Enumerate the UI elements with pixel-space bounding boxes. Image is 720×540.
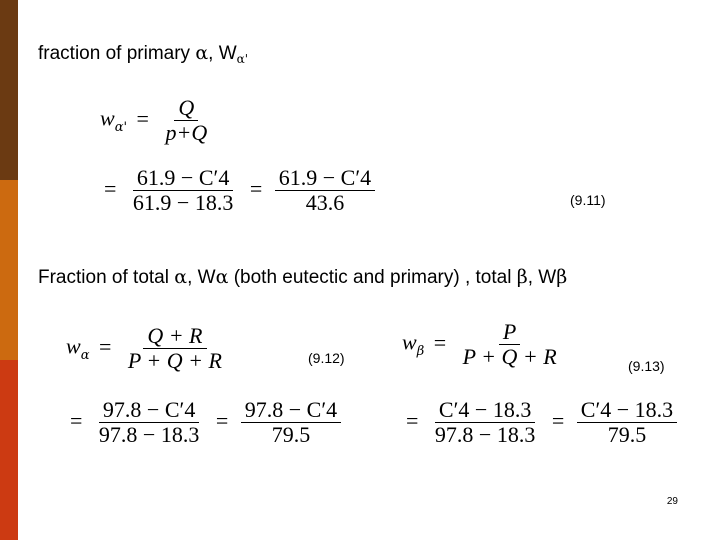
math-var: w (402, 329, 417, 355)
beta-symbol: β (516, 266, 528, 288)
heading-text: , W (187, 267, 216, 288)
heading-text: (both eutectic and primary) , total (228, 267, 517, 288)
numerator: C′4 − 18.3 (577, 398, 677, 423)
denominator: p+Q (165, 120, 208, 146)
heading-total-fraction (38, 266, 567, 289)
side-bar-bottom (0, 360, 18, 540)
fraction (241, 398, 341, 447)
denominator: P + Q + R (127, 348, 222, 374)
equation-9-13-line-2: = $\frac{C'4 - 18.3}{97.8 - 18.3}$ = $\frac{C'4 - 18.3}{79.5}$ (402, 398, 680, 447)
heading-text: fraction of primary (38, 43, 196, 64)
equation-9-11-line-2: = $\frac{61.9 - C'4}{61.9 - 18.3}$ = $\frac{61.9 - C'4}{43.6}$ (100, 166, 378, 215)
equation-9-13-line-1: $w_\beta$ = $\frac{P}{P + Q + R}$ (402, 320, 564, 369)
page-number: 29 (666, 496, 678, 507)
denominator: 43.6 (305, 190, 345, 216)
denominator: 79.5 (271, 422, 311, 448)
denominator: P + Q + R (462, 344, 557, 370)
math-var: w (66, 333, 81, 359)
fraction (577, 398, 677, 447)
numerator: 61.9 − C′4 (275, 166, 375, 191)
equation-9-12-line-2: = $\frac{97.8 - C'4}{97.8 - 18.3}$ = $\frac{97.8 - C'4}{79.5}$ (66, 398, 344, 447)
equation-9-11-line-1: $w_{\alpha'}$ = $\frac{Q}{p+Q}$ (100, 96, 214, 145)
equation-number-9-12: (9.12) (308, 350, 345, 366)
heading-primary-fraction (38, 42, 248, 65)
fraction (275, 166, 375, 215)
heading-text: , W (208, 43, 237, 64)
numerator: C′4 − 18.3 (435, 398, 535, 423)
numerator: 97.8 − C′4 (99, 398, 199, 423)
fraction (431, 398, 539, 447)
denominator: 97.8 − 18.3 (434, 422, 536, 448)
side-bar-middle (0, 180, 18, 360)
alpha-symbol: α (174, 266, 188, 288)
fraction (95, 398, 203, 447)
equation-number-9-13: (9.13) (628, 358, 665, 374)
heading-text: Fraction of total (38, 267, 175, 288)
numerator: Q (174, 96, 198, 121)
equation-number-9-11: (9.11) (570, 192, 606, 208)
numerator: 61.9 − C′4 (133, 166, 233, 191)
side-bar-top (0, 0, 18, 180)
numerator: P (499, 320, 520, 345)
fraction (124, 324, 226, 373)
math-subscript: β (416, 343, 425, 359)
heading-text: , W (527, 267, 557, 288)
numerator: Q + R (143, 324, 206, 349)
alpha-symbol: α (195, 42, 209, 64)
fraction (459, 320, 561, 369)
beta-symbol: β (556, 266, 568, 288)
math-subscript: α' (114, 119, 128, 135)
math-subscript: α (80, 347, 90, 363)
denominator: 61.9 − 18.3 (132, 190, 234, 216)
denominator: 79.5 (607, 422, 647, 448)
subscript: α' (236, 52, 249, 66)
fraction (161, 96, 211, 145)
math-var: w (100, 105, 115, 131)
numerator: 97.8 − C′4 (241, 398, 341, 423)
fraction (129, 166, 237, 215)
denominator: 97.8 − 18.3 (98, 422, 200, 448)
alpha-symbol: α (215, 266, 229, 288)
equation-9-12-line-1: $w_\alpha$ = $\frac{Q + R}{P + Q + R}$ (66, 324, 229, 373)
